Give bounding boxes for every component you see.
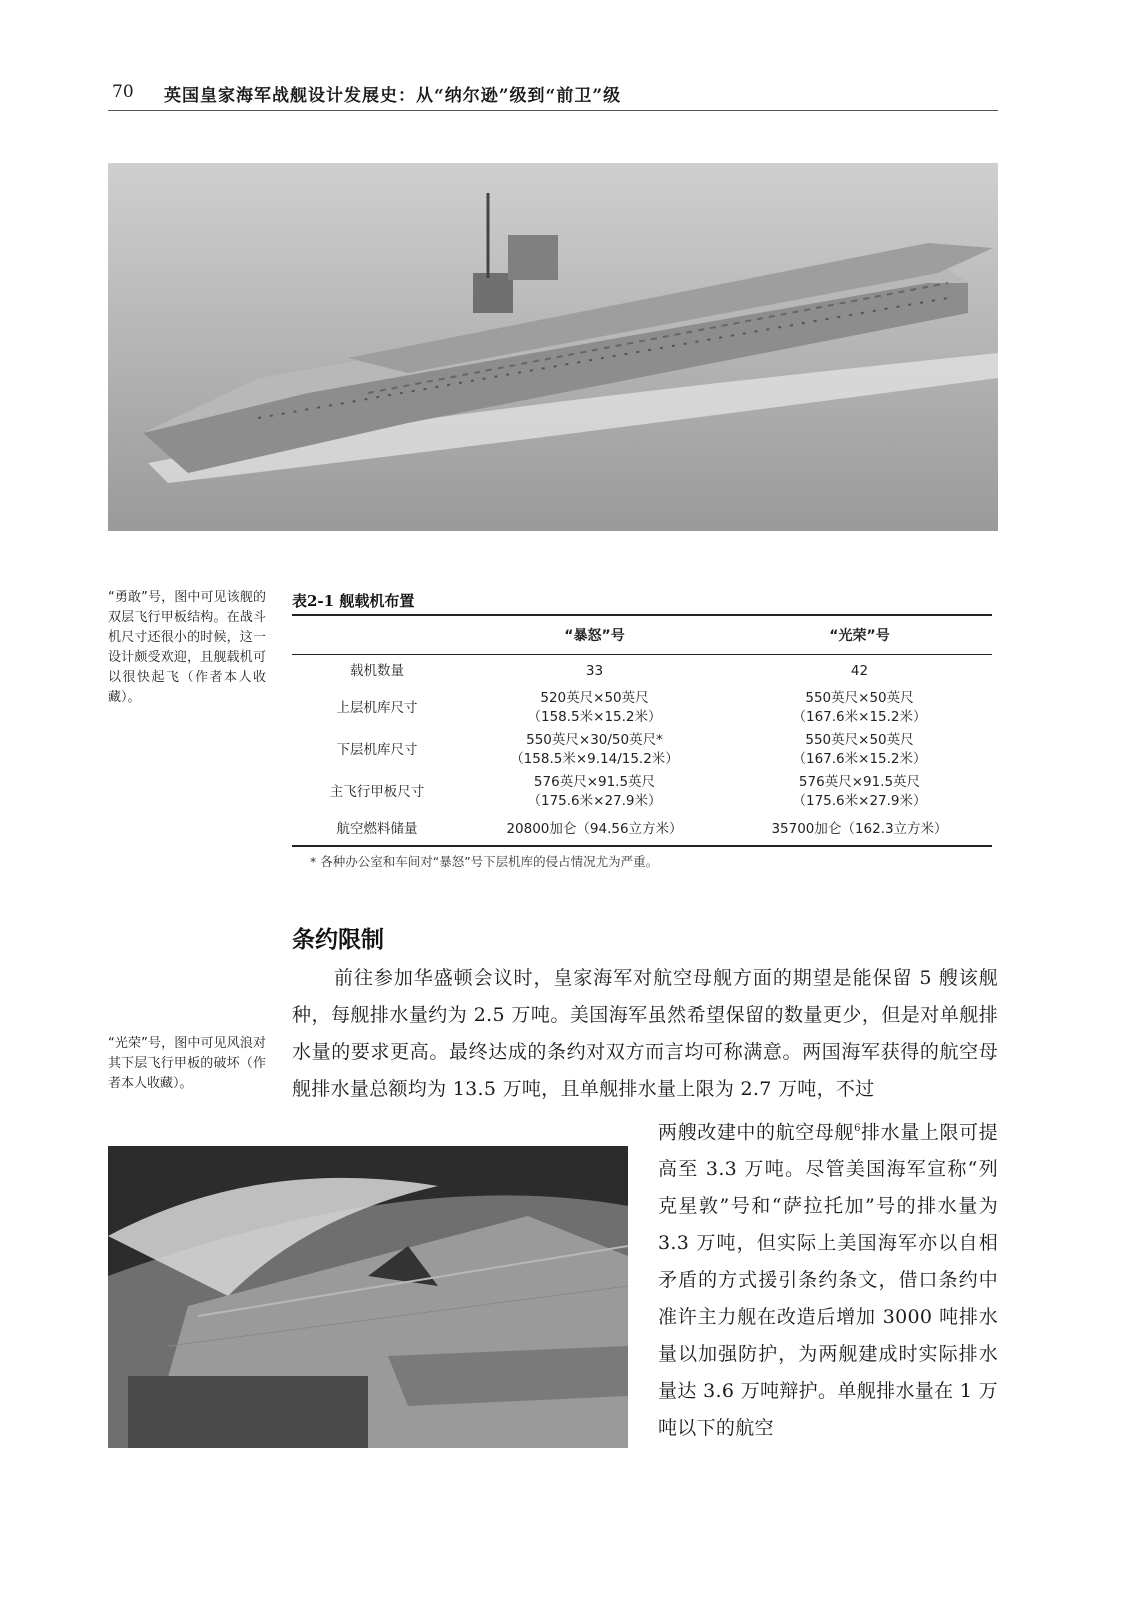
row-label: 下层机库尺寸	[336, 741, 418, 758]
row-label: 主飞行甲板尺寸	[329, 783, 425, 800]
carrier-illustration	[108, 163, 998, 531]
table-header-furious: “暴怒”号	[462, 615, 727, 655]
cell-furious: 550英尺×30/50英尺* （158.5米×9.14/15.2米）	[510, 732, 679, 767]
photo-caption-courageous: “勇敢”号，图中可见该舰的双层飞行甲板结构。在战斗机尺寸还很小的时候，这一设计颇受欢迎，且舰载机可以很快起飞（作者本人收藏）。	[108, 590, 266, 705]
table-row	[292, 655, 992, 688]
cell-furious: 576英尺×91.5英尺 （175.6米×27.9米）	[527, 774, 662, 809]
cell-glorious: 576英尺×91.5英尺 （175.6米×27.9米）	[792, 774, 927, 809]
table-header-row	[292, 615, 992, 655]
photo-caption-glorious: “光荣”号，图中可见风浪对其下层飞行甲板的破坏（作者本人收藏）。	[108, 1036, 266, 1091]
body-text-full-width	[292, 960, 998, 1108]
cell-furious: 20800加仑（94.56立方米）	[462, 813, 727, 846]
paragraph: 前往参加华盛顿会议时，皇家海军对航空母舰方面的期望是能保留 5 艘该舰种，每舰排水量约为 2.5 万吨。美国海军虽然希望保留的数量更少，但是对单舰排水量的要求更高。最终达成的条约对双方而言均可称满意。两国海军获得的航空母舰排水量总额均为 13.5 万吨，且单舰排水量上限为 2.7 万吨，不过	[292, 967, 998, 1100]
section-heading: 条约限制	[292, 926, 384, 953]
cell-glorious: 42	[850, 662, 869, 679]
table-footnote: * 各种办公室和车间对“暴怒”号下层机库的侵占情况尤为严重。	[310, 854, 659, 869]
aircraft-arrangement-table	[292, 614, 992, 847]
table-row	[292, 729, 992, 771]
cell-glorious: 550英尺×50英尺 （167.6米×15.2米）	[792, 690, 927, 725]
table-header-glorious: “光荣”号	[727, 615, 992, 655]
paragraph-part: 两艘改建中的航空母舰	[658, 1121, 855, 1144]
carrier-photo-glorious	[108, 1146, 628, 1448]
paragraph-part: 排水量上限可提高至 3.3 万吨。尽管美国海军宣称“列克星敦”号和“萨拉托加”号的排水量为 3.3 万吨，但实际上美国海军亦以自相矛盾的方式援引条约条文，借口条约中准许主力舰在改造后增加 3000 吨排水量以加强防护，为两舰建成时实际排水量达 3.6 万吨辩护。单舰排水量在 1 万吨以下的航空	[658, 1121, 998, 1440]
running-title: 英国皇家海军战舰设计发展史：从“纳尔逊”级到“前卫”级	[164, 86, 622, 106]
footnote-marker[interactable]: 6	[854, 1123, 861, 1134]
table-row	[292, 813, 992, 846]
row-label: 上层机库尺寸	[336, 699, 418, 716]
table-header-blank	[292, 615, 462, 655]
row-label: 航空燃料储量	[292, 813, 462, 846]
cell-furious: 520英尺×50英尺 （158.5米×15.2米）	[527, 690, 662, 725]
running-header	[108, 80, 998, 111]
cell-glorious: 550英尺×50英尺 （167.6米×15.2米）	[792, 732, 927, 767]
body-text-narrow-column	[658, 1110, 998, 1447]
carrier-photo-courageous	[108, 163, 998, 531]
table-title: 表2-1 舰载机布置	[292, 592, 415, 610]
deck-damage-illustration	[108, 1146, 628, 1448]
row-label: 载机数量	[350, 662, 404, 679]
table-row	[292, 687, 992, 729]
cell-glorious: 35700加仑（162.3立方米）	[727, 813, 992, 846]
page-number: 70	[112, 82, 134, 102]
cell-furious: 33	[585, 662, 604, 679]
table-row	[292, 771, 992, 813]
